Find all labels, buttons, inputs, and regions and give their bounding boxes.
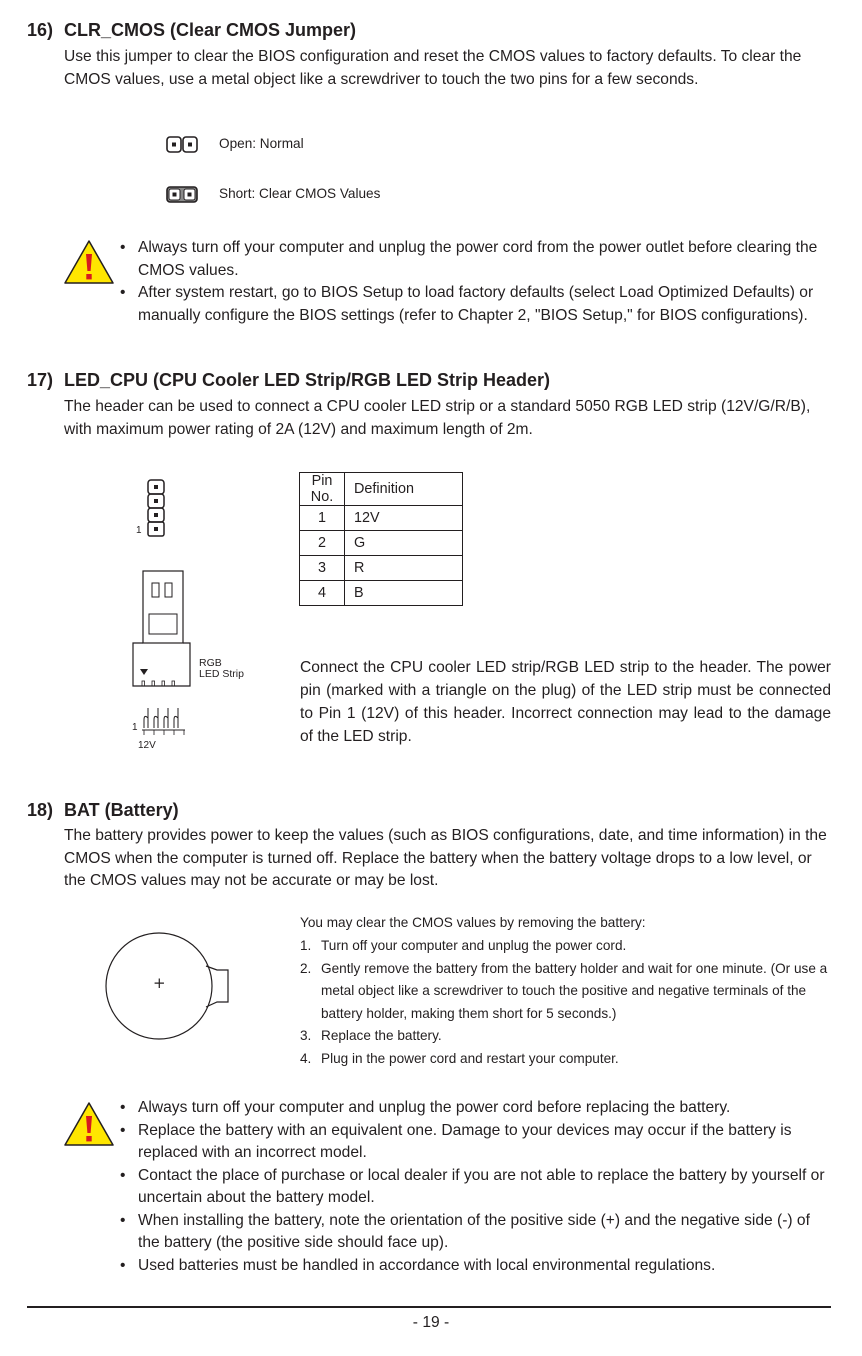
warning-item: • Contact the place of purchase or local dealer if you are not able to replace the battery by yourself or uncertain about the battery model.	[116, 1165, 832, 1210]
section-16-paragraph: Use this jumper to clear the BIOS configuration and reset the CMOS values to factory defaults. To clear the CMOS values, use a metal object like a screwdriver to touch the two pins for a few seconds.	[64, 48, 802, 88]
table-row	[300, 506, 463, 531]
table-row	[300, 531, 463, 556]
page-number: - 19 -	[412, 1314, 450, 1331]
jumper-open-label: Open: Normal	[219, 136, 304, 151]
section-18-warning-list	[116, 1097, 832, 1277]
step-text: Turn off your computer and unplug the power cord.	[321, 938, 627, 953]
section-17-paragraph: The header can be used to connect a CPU cooler LED strip or a standard 5050 RGB LED strip (12V/G/R/B), with maximum power rating of 2A (12V) and maximum length of 2m.	[64, 398, 811, 438]
battery-diagram	[105, 930, 235, 1046]
jumper-short-label: Short: Clear CMOS Values	[219, 186, 381, 201]
warning-icon	[63, 238, 115, 286]
section-17-heading	[27, 370, 550, 391]
warning-item: • After system restart, go to BIOS Setup to load factory defaults (select Load Optimized Defaults) or manually configure the BIOS settings (refer to Chapter 2, "BIOS Setup," for BIOS configurations).	[116, 282, 832, 327]
led-pin-table	[299, 472, 463, 606]
step-number: 3.	[300, 1028, 312, 1043]
section-16-warning-list	[116, 237, 832, 327]
section-17-title: LED_CPU (CPU Cooler LED Strip/RGB LED Strip Header)	[64, 370, 551, 390]
rgb-led-strip-label	[199, 658, 244, 680]
warning-item: • Used batteries must be handled in accordance with local environmental regulations.	[116, 1255, 832, 1278]
list-item	[300, 958, 832, 1026]
table-cell: B	[345, 581, 463, 606]
battery-steps-list	[300, 935, 832, 1070]
table-cell: 1	[300, 506, 345, 531]
table-cell: R	[345, 556, 463, 581]
jumper-short-icon	[166, 185, 198, 205]
table-cell: 3	[300, 556, 345, 581]
table-cell: 4	[300, 581, 345, 606]
section-17-number: 17)	[27, 370, 54, 390]
led-strip-label: LED Strip	[199, 668, 244, 680]
rgb-label: RGB	[199, 657, 222, 669]
section-18-number: 18)	[27, 800, 54, 820]
led-strip-plug-diagram	[128, 570, 198, 690]
step-text: Replace the battery.	[321, 1028, 442, 1043]
step-number: 4.	[300, 1050, 312, 1066]
table-row	[300, 581, 463, 606]
header-pin1-label: 1	[136, 525, 142, 536]
battery-plus-sign: +	[153, 974, 166, 992]
section-16-heading	[27, 20, 356, 41]
section-16-title: CLR_CMOS (Clear CMOS Jumper)	[64, 20, 357, 40]
table-cell: 12V	[345, 506, 463, 531]
step-text: Plug in the power cord and restart your computer.	[321, 1050, 619, 1066]
jumper-open-icon	[166, 135, 198, 155]
section-16-number: 16)	[27, 20, 54, 40]
list-item	[300, 1048, 832, 1071]
warning-item: • Always turn off your computer and unplug the power cord from the power outlet before clearing the CMOS values.	[116, 237, 832, 282]
warning-item: • Replace the battery with an equivalent one. Damage to your devices may occur if the battery is replaced with an incorrect model.	[116, 1120, 832, 1165]
section-18-paragraph: The battery provides power to keep the values (such as BIOS configurations, date, and time information) in the CMOS when the computer is turned off. Replace the battery when the battery voltage drops to a low level, or the CMOS values may not be accurate or may be lost.	[64, 827, 827, 889]
table-header-pin-no: Pin No.	[300, 473, 345, 506]
plug-pin1-label: 1	[132, 722, 138, 733]
table-cell: 2	[300, 531, 345, 556]
section-18-title: BAT (Battery)	[64, 800, 179, 820]
list-item	[300, 1025, 832, 1048]
warning-icon	[63, 1100, 115, 1148]
step-number: 2.	[300, 960, 312, 976]
warning-item: • Always turn off your computer and unplug the power cord before replacing the battery.	[116, 1097, 832, 1120]
table-header-definition: Definition	[345, 473, 463, 506]
battery-intro: You may clear the CMOS values by removing the battery:	[300, 915, 646, 930]
plug-12v-label: 12V	[138, 740, 156, 751]
warning-item: • When installing the battery, note the orientation of the positive side (+) and the negative side (-) of the battery (the positive side should face up).	[116, 1210, 832, 1255]
step-text: Gently remove the battery from the battery holder and wait for one minute. (Or use a metal object like a screwdriver to touch the positive and negative terminals of the battery holder, making them short for 5 seconds.)	[321, 960, 828, 1021]
table-cell: G	[345, 531, 463, 556]
step-number: 1.	[300, 938, 312, 953]
led-connection-note: Connect the CPU cooler LED strip/RGB LED strip to the header. The power pin (marked with a triangle on the plug) of the LED strip must be connected to Pin 1 (12V) of this header. Incorrect connection may lead to the damage of the LED strip.	[300, 659, 831, 745]
footer-divider	[27, 1306, 831, 1308]
strip-connector-icon	[141, 706, 187, 738]
table-header-row	[300, 473, 463, 506]
list-item	[300, 935, 832, 958]
table-row	[300, 556, 463, 581]
section-18-heading	[27, 800, 179, 821]
led-header-diagram	[146, 478, 168, 542]
